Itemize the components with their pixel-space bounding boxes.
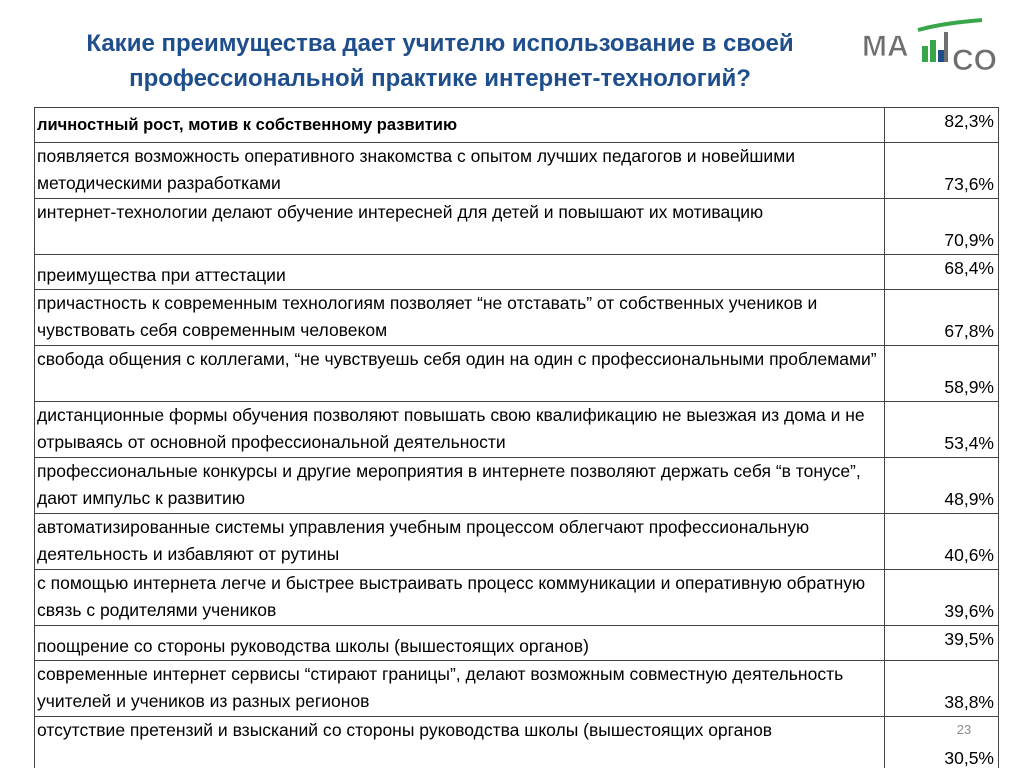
row-percent: 58,9% <box>885 346 999 402</box>
slide-title-line-2: профессиональной практике интернет-технологий? <box>129 65 751 92</box>
table-row <box>35 717 999 768</box>
row-text: современные интернет сервисы “стирают границы”, делают возможным совместную деятельность учителей и учеников из разных регионов <box>35 661 885 717</box>
table-row <box>35 514 999 570</box>
logo-text-right: CO <box>952 44 997 77</box>
slide-title-line-1: Какие преимущества дает учителю использование в своей <box>86 30 794 57</box>
row-percent: 70,9% <box>885 199 999 255</box>
row-text: поощрение со стороны руководства школы (вышестоящих органов) <box>35 626 885 661</box>
row-percent: 68,4% <box>885 255 999 290</box>
row-text: профессиональные конкурсы и другие мероприятия в интернете позволяют держать себя “в тонусе”, дают импульс к развитию <box>35 458 885 514</box>
row-percent: 40,6% <box>885 514 999 570</box>
row-text: свобода общения с коллегами, “не чувствуешь себя один на один с профессиональными проблемами” <box>35 346 885 402</box>
table-row <box>35 143 999 199</box>
results-table <box>34 107 999 768</box>
row-percent: 53,4% <box>885 402 999 458</box>
row-percent: 39,6% <box>885 570 999 626</box>
table-row <box>35 661 999 717</box>
mamco-logo <box>860 12 1012 78</box>
row-text: преимущества при аттестации <box>35 255 885 290</box>
table-row <box>35 458 999 514</box>
row-text: причастность к современным технологиям позволяет “не отставать” от собственных учеников и чувствовать себя современным человеком <box>35 290 885 346</box>
row-percent: 73,6% <box>885 143 999 199</box>
row-text: личностный рост, мотив к собственному развитию <box>35 108 885 143</box>
table-row <box>35 108 999 143</box>
row-percent: 38,8% <box>885 661 999 717</box>
row-text: с помощью интернета легче и быстрее выстраивать процесс коммуникации и оперативную обратную связь с родителями учеников <box>35 570 885 626</box>
row-text: появляется возможность оперативного знакомства с опытом лучших педагогов и новейшими методическими разработками <box>35 143 885 199</box>
row-percent: 67,8% <box>885 290 999 346</box>
page-number: 23 <box>956 722 972 737</box>
logo-bars <box>922 40 944 62</box>
row-percent: 82,3% <box>885 108 999 143</box>
logo-text-left: MA <box>862 30 909 63</box>
table-row <box>35 570 999 626</box>
table-row <box>35 255 999 290</box>
row-text: дистанционные формы обучения позволяют повышать свою квалификацию не выезжая из дома и не отрываясь от основной профессиональной деятельности <box>35 402 885 458</box>
row-text: автоматизированные системы управления учебным процессом облегчают профессиональную деятельность и избавляют от рутины <box>35 514 885 570</box>
table-row <box>35 199 999 255</box>
slide-title <box>20 26 860 96</box>
logo-swoosh <box>918 20 982 30</box>
table-row <box>35 402 999 458</box>
table-row <box>35 626 999 661</box>
row-percent: 30,5% <box>885 717 999 768</box>
table-row <box>35 346 999 402</box>
row-text: отсутствие претензий и взысканий со стороны руководства школы (вышестоящих органов <box>35 717 885 768</box>
row-percent: 39,5% <box>885 626 999 661</box>
row-percent: 48,9% <box>885 458 999 514</box>
row-text: интернет-технологии делают обучение интересней для детей и повышают их мотивацию <box>35 199 885 255</box>
table-row <box>35 290 999 346</box>
